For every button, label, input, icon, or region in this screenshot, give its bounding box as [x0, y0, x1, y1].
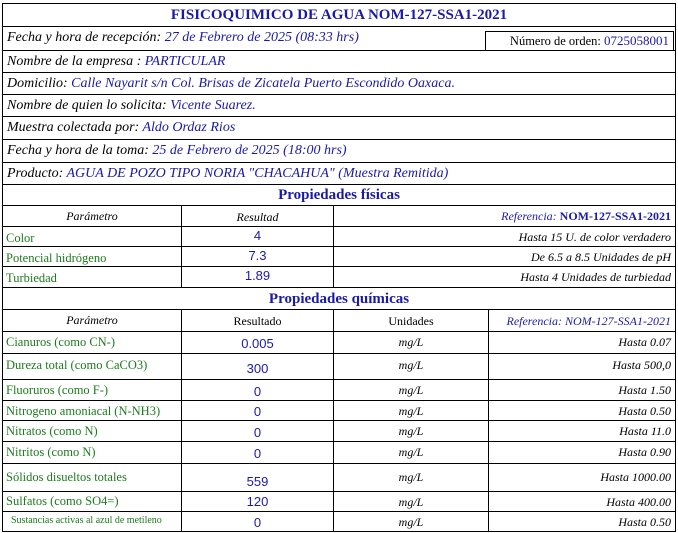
physical-reference-header: [333, 206, 675, 226]
param-name: Sustancias activas al azul de metileno: [11, 515, 162, 526]
table-row: [3, 401, 675, 421]
order-label: Número de orden:: [509, 34, 601, 48]
param-name: Nitritos (como N): [6, 445, 96, 459]
address-value: Calle Nayarit s/n Col. Brisas de Zicatela Puerto Escondido Oaxaca.: [71, 76, 455, 91]
table-row: [3, 442, 675, 464]
requester-value: Vicente Suarez.: [170, 98, 256, 113]
report-title: FISICOQUIMICO DE AGUA NOM-127-SSA1-2021: [3, 4, 675, 27]
result-value: 4: [181, 227, 333, 246]
order-number: 0725058001: [604, 33, 669, 48]
reference-limit: Hasta 400.00: [488, 492, 675, 511]
table-row: [3, 492, 675, 512]
unit-value: mg/L: [333, 442, 488, 463]
unit-value: mg/L: [333, 464, 488, 491]
reference-limit: Hasta 1000.00: [488, 464, 675, 491]
unit-value: mg/L: [333, 332, 488, 353]
param-name: Turbiedad: [6, 271, 57, 285]
company-row: [3, 51, 675, 73]
param-name: Potencial hidrógeno: [6, 251, 107, 265]
reference-limit: Hasta 500,0: [488, 354, 675, 379]
collector-value: Aldo Ordaz Rios: [142, 120, 236, 135]
sampling-label: Fecha y hora de la toma:: [7, 143, 149, 158]
chemical-result-header: Resultado: [181, 310, 333, 331]
chemical-param-header: Parámetro: [66, 313, 118, 327]
unit-value: mg/L: [333, 354, 488, 379]
param-name: Sólidos disueltos totales: [6, 470, 127, 484]
result-value: 0: [181, 442, 333, 463]
physical-section-title: Propiedades físicas: [3, 185, 675, 206]
param-name: Color: [6, 231, 35, 245]
result-value: 1.89: [181, 267, 333, 287]
param-name: Cianuros (como CN-): [6, 335, 116, 349]
result-value: 120: [181, 492, 333, 511]
reference-limit: De 6.5 a 8.5 Unidades de pH: [333, 247, 675, 266]
unit-value: mg/L: [333, 401, 488, 420]
param-name: Dureza total (como CaCO3): [6, 358, 148, 372]
reference-limit: Hasta 0.07: [488, 332, 675, 353]
result-value: 0: [181, 512, 333, 532]
table-row: [3, 227, 675, 247]
physical-header-row: [3, 206, 675, 227]
result-value: 0: [181, 380, 333, 400]
table-row: [3, 464, 675, 492]
collector-row: [3, 117, 675, 140]
chemical-reference-label: Referencia:: [506, 314, 563, 328]
result-value: 559: [181, 464, 333, 491]
product-value: AGUA DE POZO TIPO NORIA "CHACAHUA" (Muestra Remitida): [66, 166, 449, 181]
report-sheet: [2, 3, 676, 532]
reference-limit: Hasta 15 U. de color verdadero: [333, 227, 675, 246]
reference-limit: Hasta 4 Unidades de turbiedad: [333, 267, 675, 287]
sampling-value: 25 de Febrero de 2025 (18:00 hrs): [152, 143, 347, 158]
physical-reference-standard: NOM-127-SSA1-2021: [559, 209, 671, 223]
param-name: Sulfatos (como SO4=): [6, 494, 119, 508]
result-value: 0: [181, 421, 333, 441]
table-row: [3, 354, 675, 380]
table-row: [3, 512, 675, 532]
collector-label: Muestra colectada por:: [7, 120, 140, 135]
param-name: Nitratos (como N): [6, 424, 98, 438]
table-row: [3, 380, 675, 401]
chemical-header-row: [3, 310, 675, 332]
requester-row: [3, 95, 675, 117]
unit-value: mg/L: [333, 512, 488, 532]
reception-label: Fecha y hora de recepción:: [7, 30, 162, 45]
reception-value: 27 de Febrero de 2025 (08:33 hrs): [164, 30, 359, 45]
unit-value: mg/L: [333, 492, 488, 511]
unit-value: mg/L: [333, 421, 488, 441]
reference-limit: Hasta 0.50: [488, 512, 675, 532]
physical-reference-label: Referencia:: [501, 209, 557, 223]
result-value: 300: [181, 354, 333, 379]
physical-param-header: Parámetro: [66, 209, 118, 223]
reference-limit: Hasta 0.90: [488, 442, 675, 463]
unit-value: mg/L: [333, 380, 488, 400]
order-box: [485, 31, 674, 50]
product-label: Producto:: [7, 166, 64, 181]
chemical-reference-header: [488, 310, 675, 331]
requester-label: Nombre de quien lo solicita:: [7, 98, 167, 113]
param-name: Fluoruros (como F-): [6, 383, 109, 397]
address-row: [3, 73, 675, 95]
reference-limit: Hasta 1.50: [488, 380, 675, 400]
sampling-row: [3, 140, 675, 163]
reception-row: [3, 27, 675, 51]
chemical-section-title: Propiedades químicas: [3, 288, 675, 310]
table-row: [3, 332, 675, 354]
chemical-unit-header: Unidades: [333, 310, 488, 331]
result-value: 0.005: [181, 332, 333, 353]
chemical-reference-standard: NOM-127-SSA1-2021: [565, 314, 671, 328]
company-label: Nombre de la empresa :: [7, 54, 142, 69]
table-row: [3, 421, 675, 442]
physical-result-header: Resultad: [181, 206, 333, 226]
address-label: Domicilio:: [7, 76, 68, 91]
reference-limit: Hasta 0.50: [488, 401, 675, 420]
param-name: Nitrogeno amoniacal (N-NH3): [6, 404, 161, 418]
reference-limit: Hasta 11.0: [488, 421, 675, 441]
result-value: 7.3: [181, 247, 333, 266]
result-value: 0: [181, 401, 333, 420]
table-row: [3, 267, 675, 288]
product-row: [3, 163, 675, 185]
company-value: PARTICULAR: [144, 54, 226, 69]
table-row: [3, 247, 675, 267]
